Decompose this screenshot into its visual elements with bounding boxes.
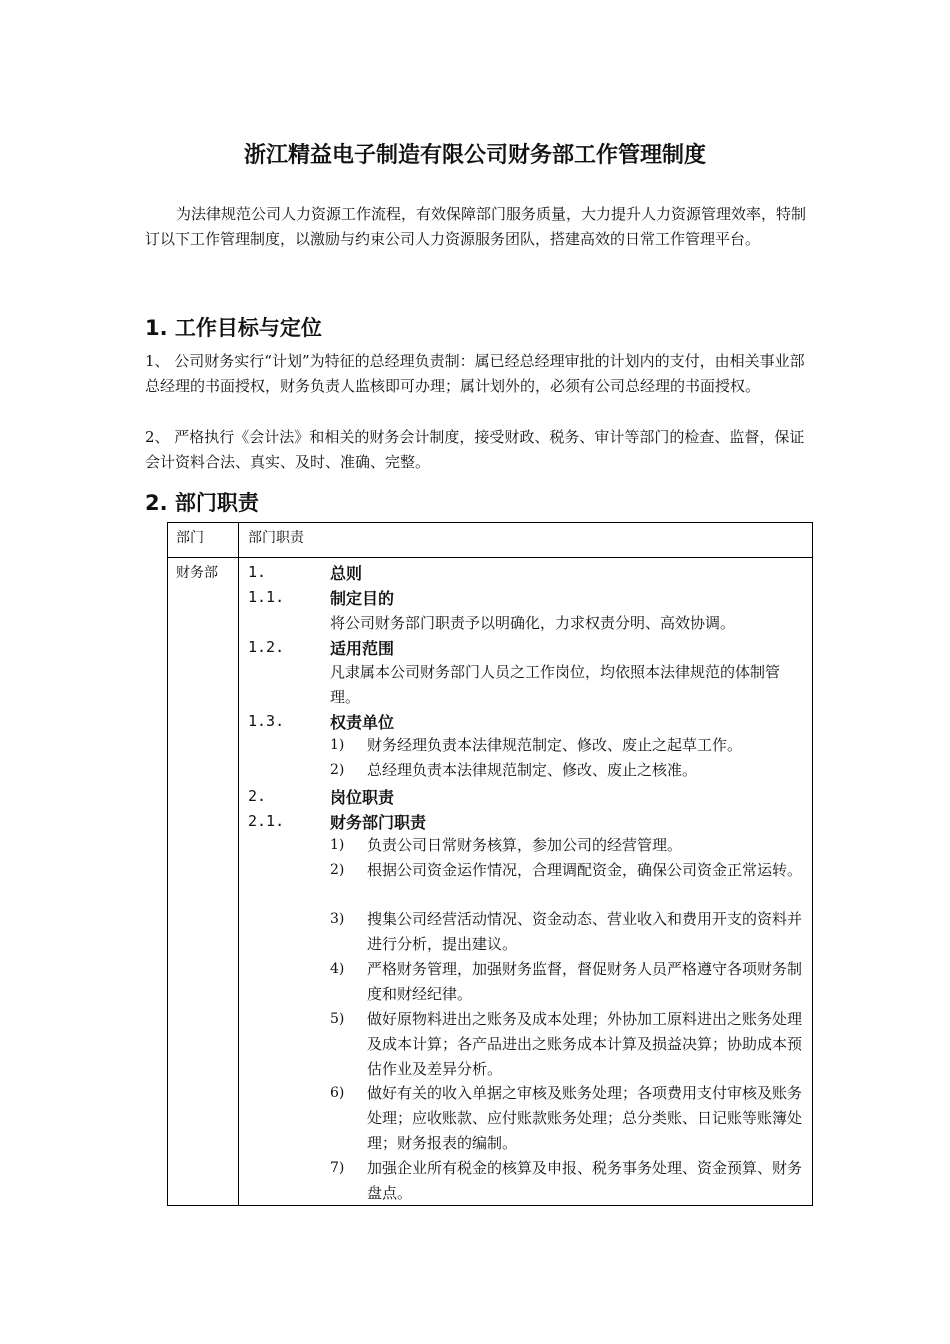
list-number: 7) [330, 1160, 345, 1176]
table-header-divider [167, 557, 813, 558]
heading-number: 1.1. [248, 588, 285, 606]
heading-responsibility: 权责单位 [330, 713, 395, 732]
list-item: 根据公司资金运作情况，合理调配资金，确保公司资金正常运转。 [367, 861, 803, 879]
scope-text: 凡隶属本公司财务部门人员之工作岗位，均依照本法律规范的体制管理。 [330, 663, 781, 706]
list-number: 2) [330, 762, 345, 778]
list-item: 加强企业所有税金的核算及申报、税务事务处理、资金预算、财务盘点。 [367, 1159, 803, 1202]
list-number: 1) [330, 737, 345, 753]
heading-duties: 岗位职责 [330, 788, 395, 807]
list-number: 1) [330, 837, 345, 853]
intro-paragraph: 为法律规范公司人力资源工作流程，有效保障部门服务质量，大力提升人力资源管理效率，特制订以下工作管理制度，以激励与约束公司人力资源服务团队，搭建高效的日常工作管理平台。 [145, 205, 807, 248]
list-item: 财务经理负责本法律规范制定、修改、废止之起草工作。 [367, 736, 743, 754]
heading-number: 1.3. [248, 712, 285, 730]
table-header-duties: 部门职责 [248, 530, 304, 546]
list-item: 做好原物料进出之账务及成本处理；外协加工原料进出之账务处理及成本计算；各产品进出之账务成本计算及损益决算；协助成本预估作业及差异分析。 [367, 1010, 803, 1078]
dept-name: 财务部 [176, 565, 218, 581]
section-2-heading: 2. 部门职责 [145, 491, 259, 515]
table-header-dept: 部门 [176, 530, 204, 546]
heading-general: 总则 [330, 564, 363, 583]
heading-number: 2. [248, 787, 267, 805]
list-item: 负责公司日常财务核算，参加公司的经营管理。 [367, 836, 683, 854]
list-item: 总经理负责本法律规范制定、修改、废止之核准。 [367, 761, 698, 779]
heading-number: 1. [248, 563, 267, 581]
heading-purpose: 制定目的 [330, 589, 395, 608]
heading-number: 2.1. [248, 812, 285, 830]
list-item: 搜集公司经营活动情况、资金动态、营业收入和费用开支的资料并进行分析，提出建议。 [367, 910, 803, 953]
section-1-item-1: 1、 公司财务实行“计划”为特征的总经理负责制：属已经总经理审批的计划内的支付，由相关事业部总经理的书面授权，财务负责人监核即可办理；属计划外的，必须有公司总经理的书面授权。 [145, 352, 805, 395]
section-1-item-2: 2、 严格执行《会计法》和相关的财务会计制度，接受财政、税务、审计等部门的检查、监督，保证会计资料合法、真实、及时、准确、完整。 [145, 428, 805, 471]
heading-number: 1.2. [248, 638, 285, 656]
list-number: 5) [330, 1011, 345, 1027]
list-number: 3) [330, 911, 345, 927]
heading-finance-duties: 财务部门职责 [330, 813, 427, 832]
list-item: 做好有关的收入单据之审核及账务处理；各项费用支付审核及账务处理；应收账款、应付账款账务处理；总分类账、日记账等账簿处理；财务报表的编制。 [367, 1084, 803, 1152]
list-number: 6) [330, 1085, 345, 1101]
heading-scope: 适用范围 [330, 639, 395, 658]
list-number: 2) [330, 862, 345, 878]
table-column-divider [238, 522, 239, 1206]
purpose-text: 将公司财务部门职责予以明确化，力求权责分明、高效协调。 [330, 614, 736, 632]
document-title: 浙江精益电子制造有限公司财务部工作管理制度 [243, 143, 706, 168]
list-item: 严格财务管理，加强财务监督，督促财务人员严格遵守各项财务制度和财经纪律。 [367, 960, 803, 1003]
section-1-heading: 1. 工作目标与定位 [145, 316, 322, 340]
list-number: 4) [330, 961, 345, 977]
